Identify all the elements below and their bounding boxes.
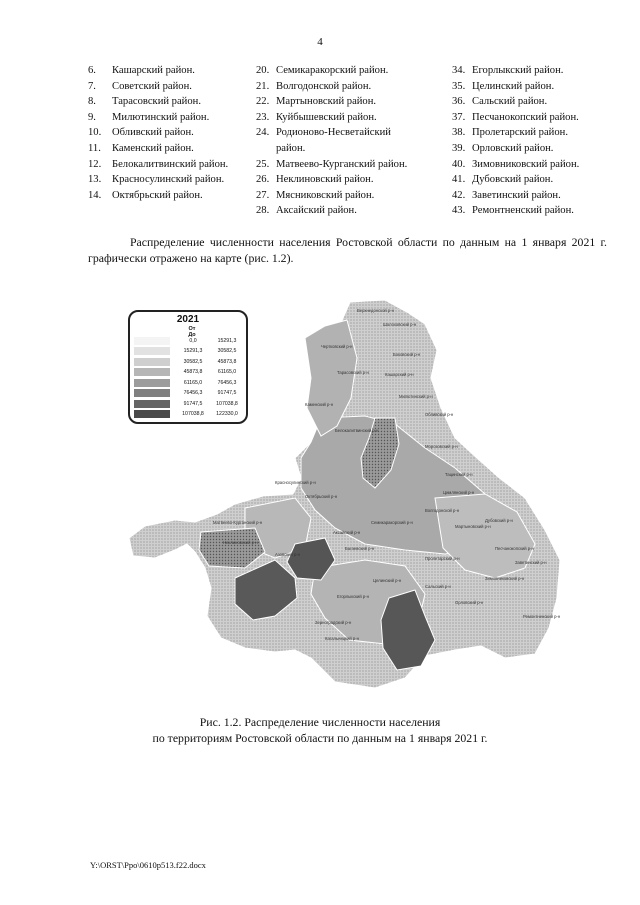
district-number: 14. <box>88 189 102 201</box>
map-district-label: Каменский р-н <box>305 402 334 407</box>
district-name: Ремонтненский район. <box>472 205 574 217</box>
district-number <box>256 141 276 157</box>
district-item <box>256 110 456 126</box>
legend-swatch <box>134 368 170 376</box>
district-number: 35. <box>452 80 466 92</box>
district-number: 26. <box>256 174 270 186</box>
legend-from-value: 61165,0 <box>183 379 203 386</box>
legend-swatch <box>134 410 170 418</box>
district-name: Милютинский район. <box>112 111 210 123</box>
district-number: 37. <box>452 111 466 123</box>
map-district-label: Белокалитвинский р-н <box>335 428 379 433</box>
map-district-label: Сальский р-н <box>425 584 451 589</box>
map-district-label: Азовский р-н <box>275 552 300 557</box>
map-district-label: Багаевский р-н <box>345 546 375 551</box>
map-district-label: Ремонтненский р-н <box>523 614 561 619</box>
map-district-label: Тарасовский р-н <box>337 370 369 375</box>
district-item <box>256 125 456 141</box>
district-item <box>88 63 258 79</box>
legend-from-value: 45873,8 <box>183 369 203 375</box>
district-item <box>256 188 456 204</box>
district-item <box>256 172 456 188</box>
district-number: 24. <box>256 127 270 139</box>
district-name: Заветинский район. <box>472 189 561 201</box>
map-district-label: Дубовский р-н <box>485 518 513 523</box>
district-name: Неклиновский район. <box>276 174 374 186</box>
map-district-label: Обливский р-н <box>425 412 454 417</box>
district-item <box>88 94 258 110</box>
legend-to-value: 107038,8 <box>216 400 238 407</box>
district-item <box>256 94 456 110</box>
district-column-3 <box>452 63 632 219</box>
district-number: 8. <box>88 96 96 108</box>
district-item <box>88 157 258 173</box>
district-column-1 <box>88 63 258 203</box>
district-name: Мартыновский район. <box>276 96 377 108</box>
district-name: Семикаракорский район. <box>276 65 389 76</box>
legend-from-value: 30582,5 <box>183 358 203 365</box>
legend-swatch <box>134 389 170 397</box>
map-district-label: Шолоховский р-н <box>383 322 417 327</box>
district-item <box>452 141 632 157</box>
map-district-label: Аксайский р-н <box>333 530 361 535</box>
legend-row <box>134 336 244 345</box>
legend-row <box>134 399 244 408</box>
district-name: район. <box>276 142 306 154</box>
district-name: Матвеево-Курганский район. <box>276 158 408 170</box>
legend-row <box>134 347 244 356</box>
legend-row <box>134 410 244 419</box>
district-item <box>256 203 456 219</box>
map-district-label: Песчанокопский р-н <box>495 546 534 551</box>
district-name: Тарасовский район. <box>112 96 201 108</box>
district-name: Куйбышевский район. <box>276 111 377 123</box>
district-name: Егорлыкский район. <box>472 65 564 76</box>
map-district-label: Верхнедонской р-н <box>357 308 394 313</box>
legend-row <box>134 357 244 366</box>
district-item <box>452 172 632 188</box>
district-item <box>88 79 258 95</box>
district-name: Зимовниковский район. <box>472 158 580 170</box>
legend-from-value: 15291,3 <box>183 348 203 354</box>
legend-swatch <box>134 358 170 366</box>
district-item <box>452 203 632 219</box>
district-column-2 <box>256 63 456 219</box>
map-district-label: Матвеево-Курганский р-н <box>213 520 263 525</box>
district-number: 11. <box>88 142 101 154</box>
district-number: 21. <box>256 80 270 92</box>
map-district-label: Неклиновский р-н <box>223 540 258 545</box>
page-number: 4 <box>317 36 323 48</box>
map-district-label: Милютинский р-н <box>399 394 433 399</box>
map-district-label: Зерноградский р-н <box>315 620 352 625</box>
district-item <box>88 188 258 204</box>
district-number: 25. <box>256 158 270 170</box>
map-district-label: Целинский р-н <box>373 578 402 583</box>
district-name: Обливский район. <box>112 127 194 139</box>
district-name: Кашарский район. <box>112 65 195 76</box>
legend-year: 2021 <box>176 314 200 325</box>
legend-row <box>134 368 244 377</box>
map-district-label: Боковский р-н <box>393 352 421 357</box>
district-item <box>452 125 632 141</box>
district-number: 41. <box>452 174 466 186</box>
district-name: Белокалитвинский район. <box>112 158 229 170</box>
legend-to-value: 15291,3 <box>217 337 237 344</box>
district-item <box>452 79 632 95</box>
legend-from-value: 107038,8 <box>182 411 204 417</box>
district-item <box>256 63 456 79</box>
district-item <box>88 110 258 126</box>
legend-swatch <box>134 347 170 355</box>
district-name: Красносулинский район. <box>112 174 225 186</box>
intro-paragraph: Распределение численности населения Ростовской области по данным на 1 января 2021 г. графически отражено на карте (рис. 1.2). <box>88 235 607 265</box>
district-item <box>452 110 632 126</box>
caption-line-2: по территориям Ростовской области по данным на 1 января 2021 г. <box>152 731 488 745</box>
legend-to-value: 30582,5 <box>217 348 237 354</box>
district-number: 34. <box>452 65 466 76</box>
legend-from-value: 91747,5 <box>183 400 203 407</box>
district-number: 20. <box>256 65 270 76</box>
legend-to-value: 76456,3 <box>217 379 237 386</box>
district-number: 10. <box>88 127 102 139</box>
district-number: 38. <box>452 127 466 139</box>
district-item <box>256 141 456 157</box>
caption-line-1: Рис. 1.2. Распределение численности населения <box>199 715 441 729</box>
map-district-label: Тацинский р-н <box>445 472 473 477</box>
legend-to-value: 45873,8 <box>217 358 237 365</box>
district-name: Мясниковский район. <box>276 189 375 201</box>
legend-from-value: 0,0 <box>189 337 197 344</box>
map-district-label: Зимовниковский р-н <box>485 576 525 581</box>
district-name: Советский район. <box>112 80 192 92</box>
district-item <box>452 94 632 110</box>
map-district-label: Цимлянский р-н <box>443 490 475 495</box>
map-district-label: Волгодонской р-н <box>425 508 460 513</box>
district-name: Аксайский район. <box>276 205 357 217</box>
district-number: 36. <box>452 96 466 108</box>
district-number: 43. <box>452 205 466 217</box>
legend-to-value: 61165,0 <box>217 369 237 375</box>
district-name: Каменский район. <box>112 142 194 154</box>
district-number: 23. <box>256 111 270 123</box>
map-district-label: Кагальницкий р-н <box>325 636 359 641</box>
district-item <box>88 172 258 188</box>
map-district-label: Чертковский р-н <box>321 344 353 349</box>
district-number: 42. <box>452 189 466 201</box>
legend-from-label: От <box>188 326 196 332</box>
district-number: 27. <box>256 189 270 201</box>
district-item <box>452 188 632 204</box>
district-name: Орловский район. <box>472 142 554 154</box>
map-district-label: Орловский р-н <box>455 600 484 605</box>
map-district-label: Егорлыкский р-н <box>337 594 369 599</box>
district-number: 28. <box>256 205 270 217</box>
map-district-label: Октябрьский р-н <box>305 494 338 499</box>
legend-swatch <box>134 400 170 408</box>
district-number: 9. <box>88 111 96 123</box>
district-number: 13. <box>88 174 102 186</box>
legend-to-value: 91747,5 <box>217 390 237 396</box>
file-path: Y:\ORST\Ppo\0610p513.f22.docx <box>90 860 206 870</box>
district-item <box>88 125 258 141</box>
district-item <box>256 157 456 173</box>
legend-row <box>134 378 244 387</box>
map-district-label: Красносулинский р-н <box>275 480 316 485</box>
map-district-label: Мартыновский р-н <box>455 524 491 529</box>
district-name: Родионово-Несветайский <box>276 127 391 139</box>
district-name: Пролетарский район. <box>472 127 568 139</box>
legend-row <box>134 389 244 398</box>
district-name: Октябрьский район. <box>112 189 203 201</box>
map-legend <box>128 310 248 424</box>
district-name: Волгодонской район. <box>276 80 372 92</box>
district-item <box>452 63 632 79</box>
map-district-label: Семикаракорский р-н <box>371 520 413 525</box>
district-number: 39. <box>452 142 466 154</box>
district-number: 22. <box>256 96 270 108</box>
district-item <box>452 157 632 173</box>
legend-from-value: 76456,3 <box>183 390 203 396</box>
map-district-label: Кашарский р-н <box>385 372 414 377</box>
legend-to-label: До <box>188 332 196 338</box>
district-name: Сальский район. <box>472 96 548 108</box>
district-number: 7. <box>88 80 96 92</box>
legend-swatch <box>134 379 170 387</box>
district-name: Целинский район. <box>472 80 555 92</box>
district-number: 40. <box>452 158 466 170</box>
district-number: 6. <box>88 65 96 76</box>
district-name: Дубовский район. <box>472 174 554 186</box>
district-number: 12. <box>88 158 102 170</box>
map-district-label: Морозовский р-н <box>425 444 458 449</box>
district-item <box>88 141 258 157</box>
population-map-figure <box>125 298 565 692</box>
figure-caption <box>0 714 640 746</box>
legend-to-value: 122330,0 <box>216 411 238 417</box>
map-district-label: Заветинский р-н <box>515 560 547 565</box>
district-name: Песчанокопский район. <box>472 111 579 123</box>
district-item <box>256 79 456 95</box>
map-district-label: Пролетарский р-н <box>425 556 460 561</box>
legend-swatch <box>134 337 170 345</box>
